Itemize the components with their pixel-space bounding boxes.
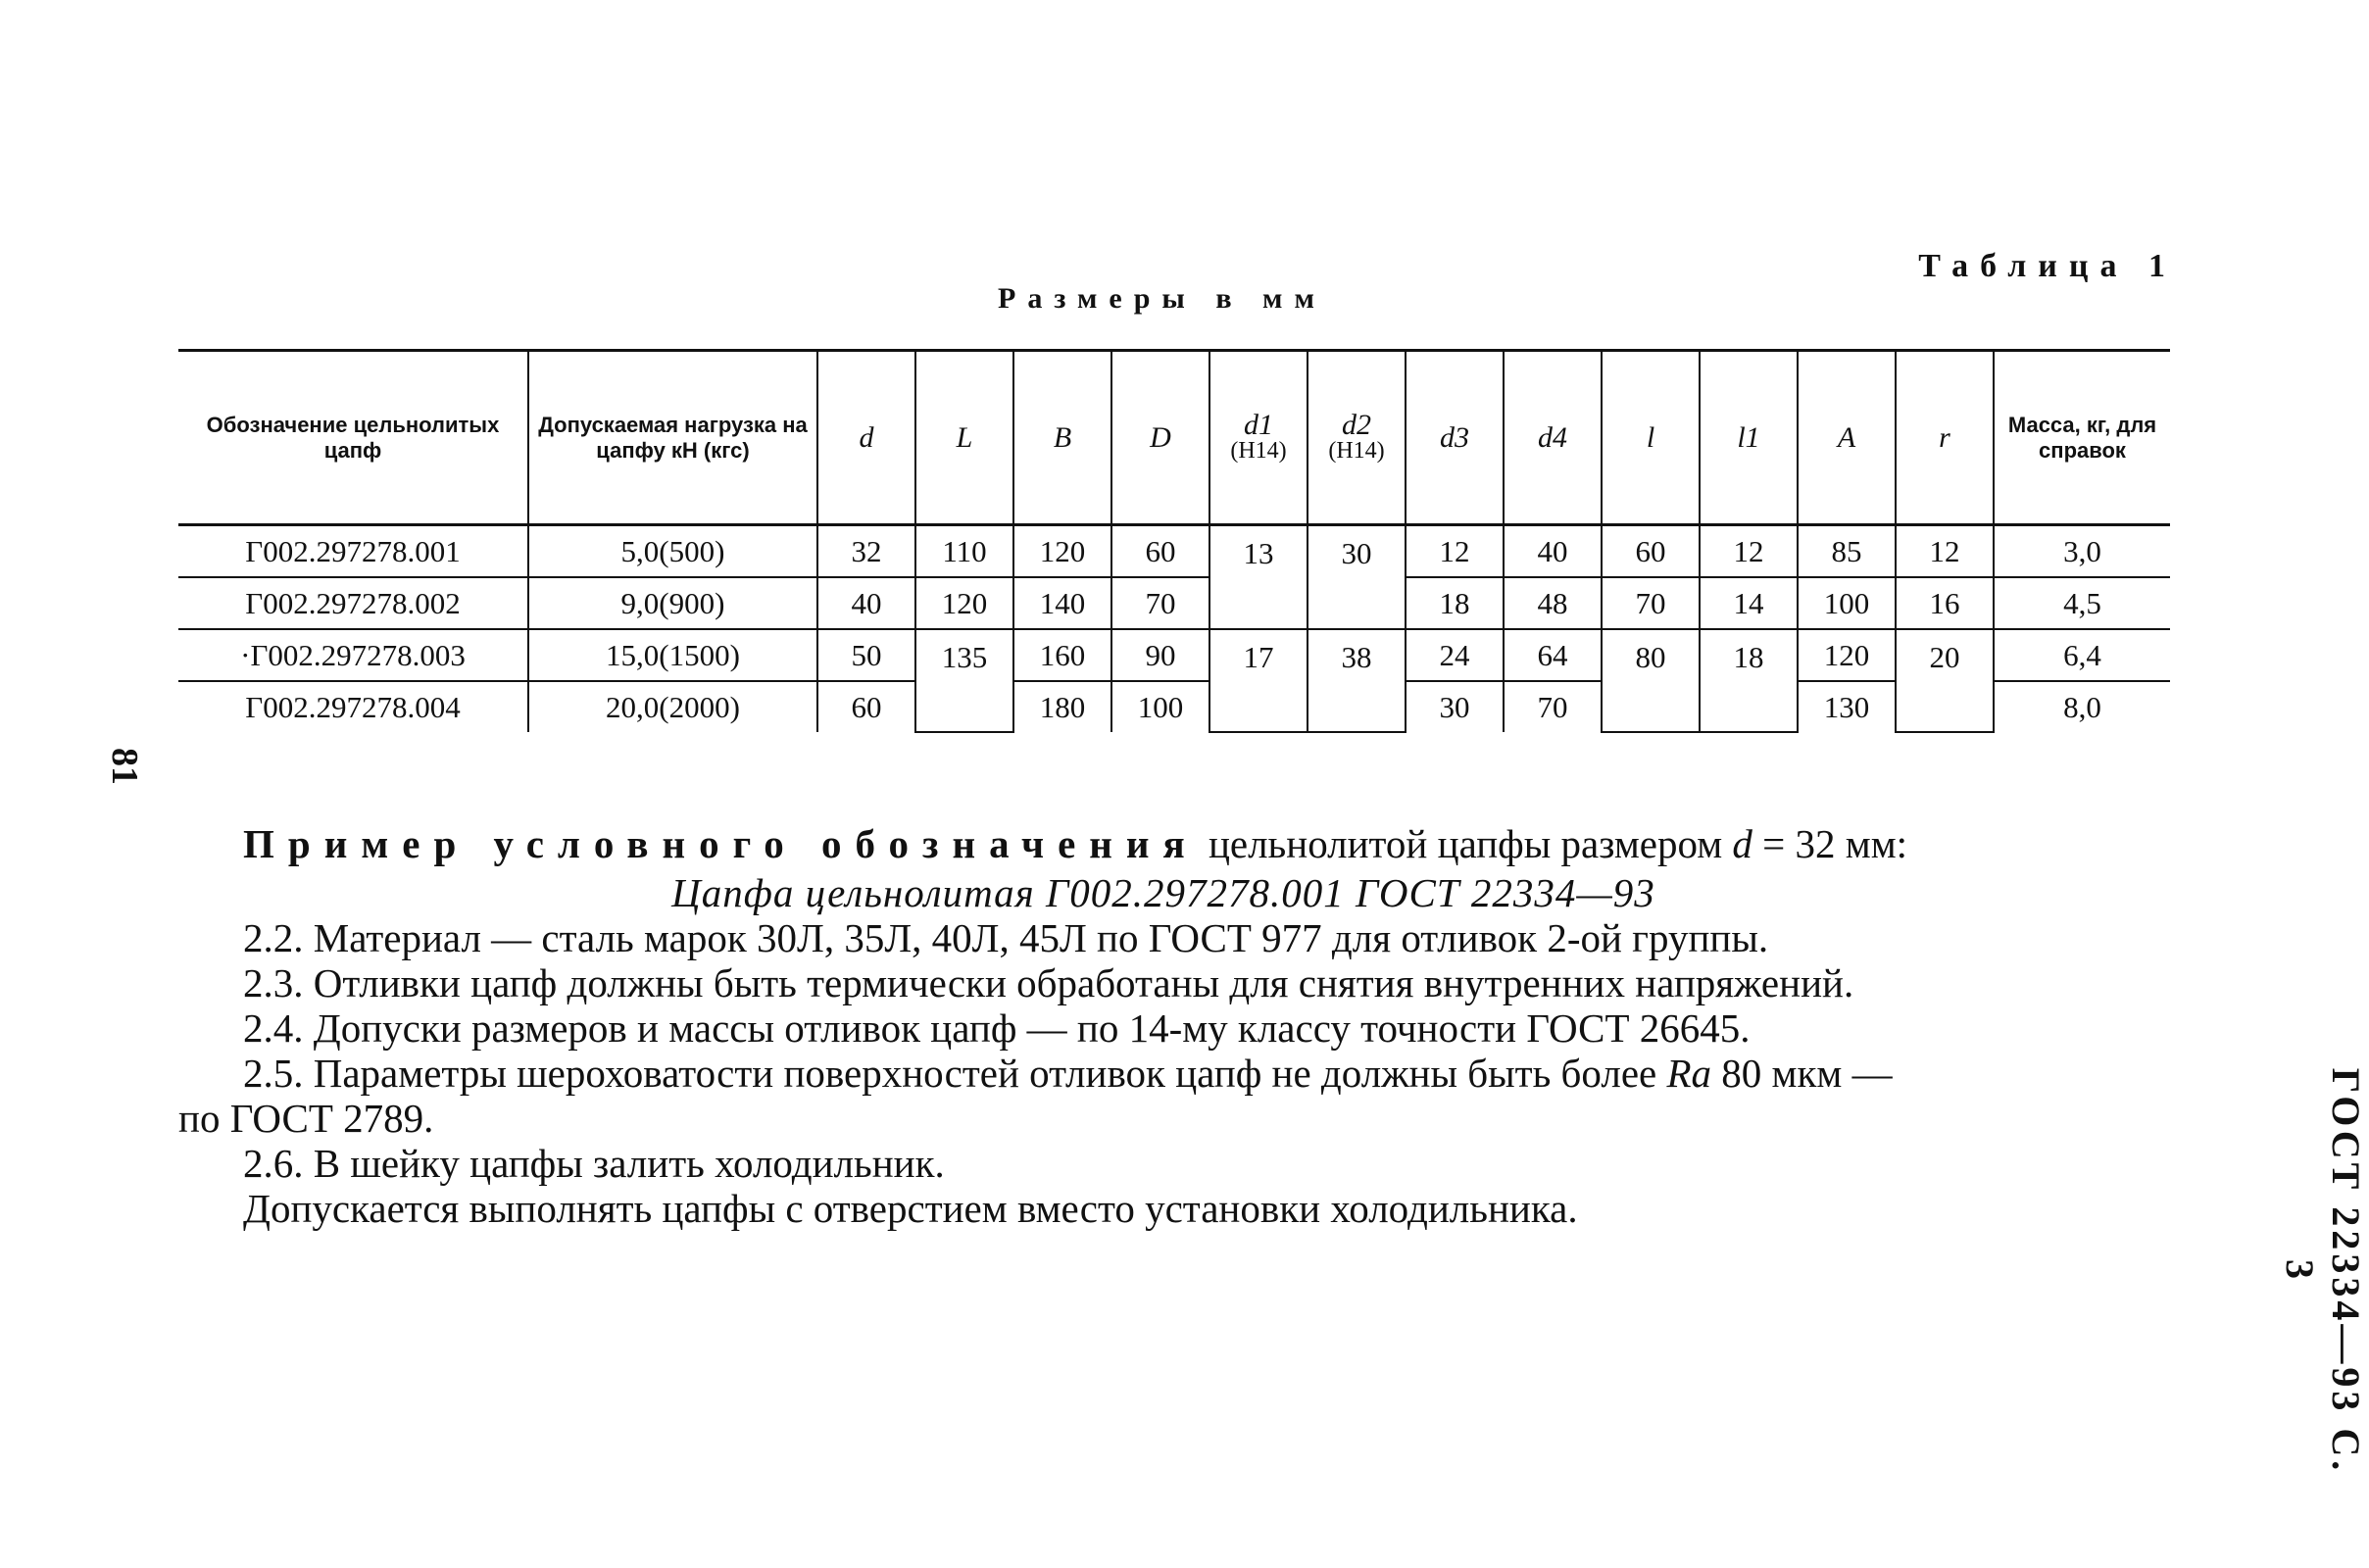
example-variable: d (1732, 821, 1752, 866)
cell-designation: Г002.297278.004 (178, 681, 528, 732)
paragraph-2-6-note: Допускается выполнять цапфы с отверстием вместо установки холодильника. (243, 1186, 1578, 1231)
paragraph-2-5-ra: Ra (1666, 1051, 1712, 1096)
cell-l1: 12 (1700, 525, 1798, 578)
paragraph-2-3: 2.3. Отливки цапф должны быть термически обработаны для снятия внутренних напряжений. (243, 960, 1854, 1005)
header-l: l (1602, 351, 1700, 525)
table-caption: Таблица 1 (1918, 248, 2177, 284)
header-load: Допускаемая нагрузка на цапфу кН (кгс) (528, 351, 817, 525)
header-B: B (1013, 351, 1111, 525)
cell-B: 160 (1013, 629, 1111, 681)
cell-B: 120 (1013, 525, 1111, 578)
cell-A: 130 (1798, 681, 1896, 732)
table-header-row (178, 351, 2170, 525)
table-row (178, 525, 2170, 578)
cell-D: 90 (1111, 629, 1209, 681)
cell-d4: 70 (1504, 681, 1602, 732)
paragraph-2-6: 2.6. В шейку цапфы залить холодильник. (243, 1141, 945, 1186)
dimensions-table (178, 349, 2170, 733)
header-d1-tolerance: (H14) (1230, 437, 1287, 464)
cell-load: 20,0(2000) (528, 681, 817, 732)
header-L: L (915, 351, 1013, 525)
cell-d3: 30 (1406, 681, 1504, 732)
header-mass: Масса, кг, для справок (1994, 351, 2170, 525)
header-d1 (1209, 351, 1308, 525)
units-caption: Размеры в мм (998, 282, 1326, 315)
example-lead-rest: цельнолитой цапфы размером (1208, 821, 1723, 866)
cell-r: 20 (1896, 629, 1994, 732)
cell-L: 110 (915, 525, 1013, 578)
cell-l: 70 (1602, 577, 1700, 629)
cell-d4: 48 (1504, 577, 1602, 629)
paragraph-2-5-continuation: по ГОСТ 2789. (178, 1096, 434, 1141)
header-d4: d4 (1504, 351, 1602, 525)
header-d1-symbol: d1 (1244, 408, 1273, 441)
side-header: ГОСТ 22334—93 С. 3 (2278, 1067, 2368, 1475)
cell-load: 5,0(500) (528, 525, 817, 578)
cell-d3: 12 (1406, 525, 1504, 578)
cell-load: 9,0(900) (528, 577, 817, 629)
cell-d: 60 (817, 681, 915, 732)
table-row (178, 577, 2170, 629)
cell-d: 50 (817, 629, 915, 681)
cell-mass: 6,4 (1994, 629, 2170, 681)
table-row (178, 681, 2170, 732)
example-lead-spaced: Пример условного обозначения (243, 821, 1199, 866)
example-designation: Цапфа цельнолитая Г002.297278.001 ГОСТ 22334—93 (671, 870, 1655, 915)
cell-D: 60 (1111, 525, 1209, 578)
header-d2 (1308, 351, 1406, 525)
cell-A: 100 (1798, 577, 1896, 629)
paragraph-2-2: 2.2. Материал — сталь марок 30Л, 35Л, 40Л, 45Л по ГОСТ 977 для отливок 2-ой группы. (243, 915, 1769, 960)
paragraph-2-5-value: 80 мкм — (1721, 1051, 1893, 1096)
cell-r: 12 (1896, 525, 1994, 578)
cell-mass: 3,0 (1994, 525, 2170, 578)
cell-d1: 13 (1209, 525, 1308, 630)
cell-l1: 14 (1700, 577, 1798, 629)
header-r: r (1896, 351, 1994, 525)
cell-d4: 40 (1504, 525, 1602, 578)
cell-A: 120 (1798, 629, 1896, 681)
cell-designation: Г002.297278.002 (178, 577, 528, 629)
header-designation: Обозначение цельнолитых цапф (178, 351, 528, 525)
cell-L: 135 (915, 629, 1013, 732)
cell-d3: 18 (1406, 577, 1504, 629)
cell-designation: ·Г002.297278.003 (178, 629, 528, 681)
cell-d: 40 (817, 577, 915, 629)
paragraph-2-5-text: 2.5. Параметры шероховатости поверхностей отливок цапф не должны быть более (243, 1051, 1657, 1096)
header-d2-symbol: d2 (1342, 408, 1371, 441)
example-intro (243, 821, 2148, 866)
cell-d2: 38 (1308, 629, 1406, 732)
paragraph-2-5 (243, 1051, 2148, 1096)
cell-d: 32 (817, 525, 915, 578)
header-l1: l1 (1700, 351, 1798, 525)
page-number: 81 (104, 748, 145, 785)
cell-L: 120 (915, 577, 1013, 629)
cell-r: 16 (1896, 577, 1994, 629)
example-value: = 32 мм: (1762, 821, 1908, 866)
cell-D: 70 (1111, 577, 1209, 629)
cell-d3: 24 (1406, 629, 1504, 681)
header-D: D (1111, 351, 1209, 525)
cell-l: 60 (1602, 525, 1700, 578)
cell-A: 85 (1798, 525, 1896, 578)
cell-load: 15,0(1500) (528, 629, 817, 681)
header-d2-tolerance: (H14) (1328, 437, 1385, 464)
cell-B: 140 (1013, 577, 1111, 629)
cell-d4: 64 (1504, 629, 1602, 681)
header-A: A (1798, 351, 1896, 525)
body-text (178, 821, 2148, 1231)
cell-mass: 8,0 (1994, 681, 2170, 732)
cell-B: 180 (1013, 681, 1111, 732)
cell-l: 80 (1602, 629, 1700, 732)
cell-d2: 30 (1308, 525, 1406, 630)
cell-l1: 18 (1700, 629, 1798, 732)
cell-D: 100 (1111, 681, 1209, 732)
header-d: d (817, 351, 915, 525)
cell-d1: 17 (1209, 629, 1308, 732)
header-d3: d3 (1406, 351, 1504, 525)
cell-mass: 4,5 (1994, 577, 2170, 629)
table-row (178, 629, 2170, 681)
cell-designation: Г002.297278.001 (178, 525, 528, 578)
paragraph-2-4: 2.4. Допуски размеров и массы отливок цапф — по 14-му классу точности ГОСТ 26645. (243, 1005, 1751, 1051)
